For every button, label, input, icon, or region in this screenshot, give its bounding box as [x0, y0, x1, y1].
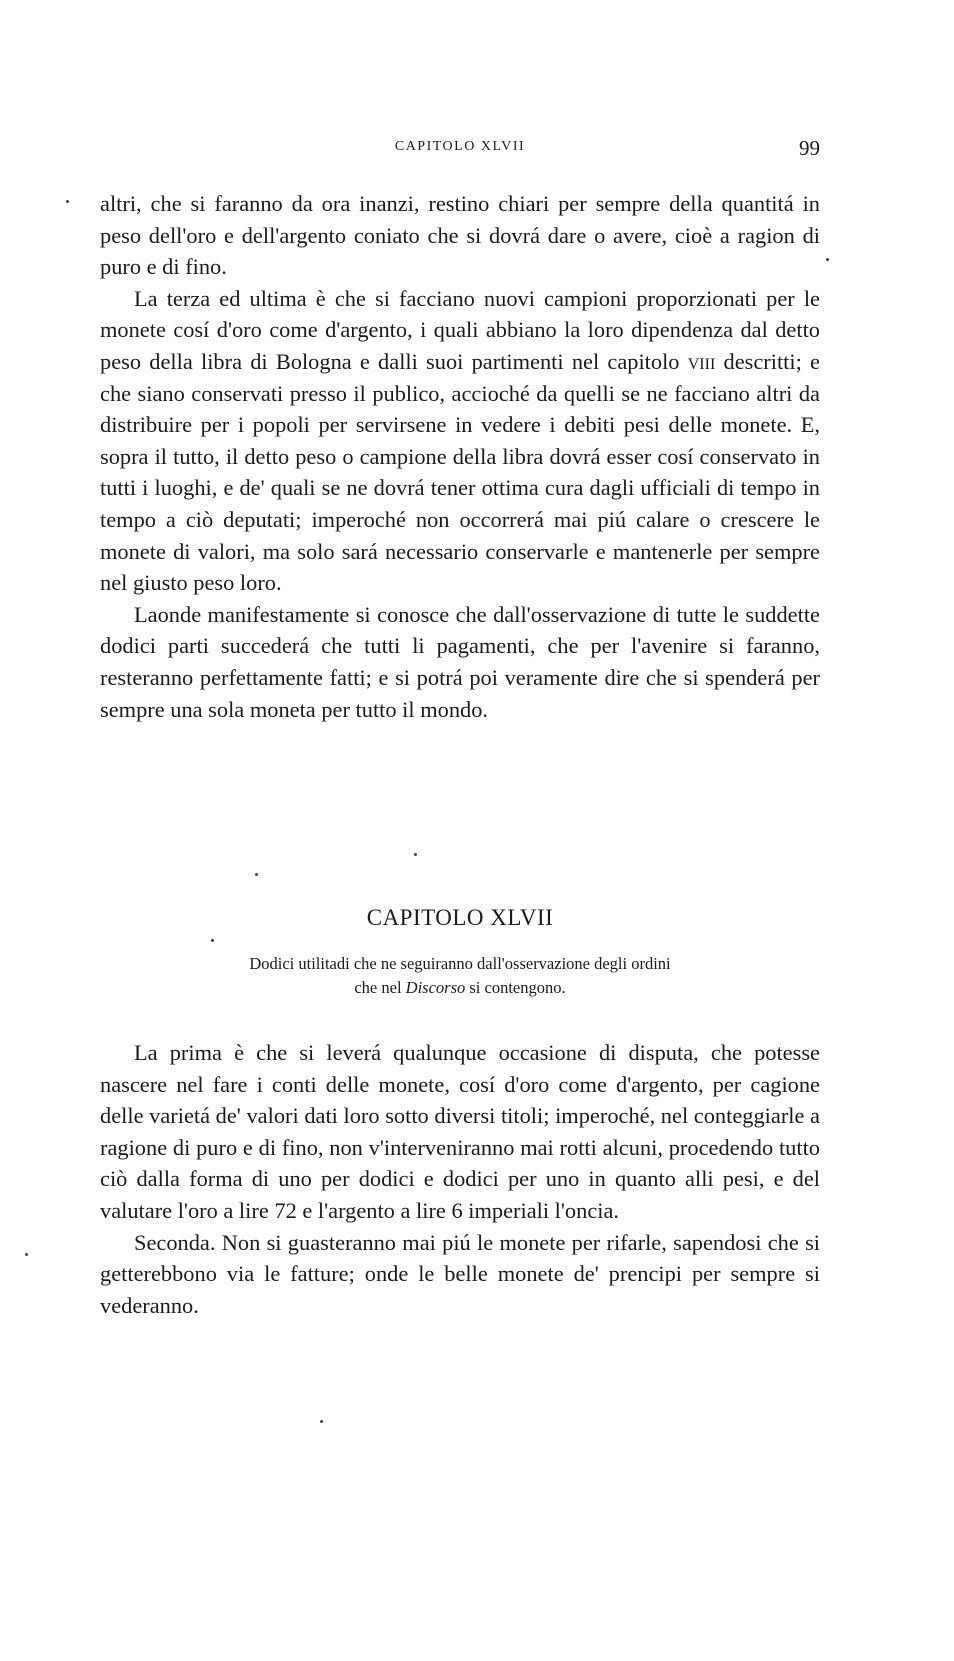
print-speck: [320, 1420, 323, 1423]
paragraph: Laonde manifestamente si conosce che dall'osservazione di tutte le suddette dodici parti succederá che tutti li pagamenti, che per l'avenire si faranno, resteranno perfettamente fatti; e si potrá poi veramente dire che si spenderá per sempre una sola moneta per tutto il mondo.: [100, 601, 820, 722]
paragraph: altri, che si faranno da ora inanzi, restino chiari per sempre della quantitá in peso dell'oro e dell'argento coniato che si dovrá dare o avere, cioè a ragion di puro e di fino.: [100, 191, 820, 280]
summary-line: [120, 976, 800, 1000]
summary-text: si contengono.: [469, 978, 566, 997]
running-head: [100, 136, 820, 166]
paragraph-text: descritti; e che siano conservati presso il publico, accioché da quelli se ne facciano altri da distribuire per i popoli per servirsene in vedere i debiti pesi delle monete. E, sopra il tutto, il detto peso o campione della libra dovrá esser cosí conservato in tutti i luoghi, e de' quali se ne dovrá tener ottima cura dagli ufficiali di tempo in tempo a ciò deputati; imperoché non occorrerá mai piú calare o crescere le monete di valori, ma solo sará necessario conservarle e mantenerle per sempre nel giusto peso loro.: [100, 348, 820, 596]
page-number: 99: [799, 136, 820, 160]
running-title: CAPITOLO XLVII: [394, 139, 526, 154]
paragraph-text: La terza ed ultima è che si facciano nuovi campioni proporzionati per le monete cosí d'oro come d'argento, i quali abbiano la loro dipendenza dal detto peso della libra di Bologna e dalli suoi partimenti nel capitolo: [100, 285, 820, 374]
print-speck: [414, 853, 417, 856]
chapter-title: CAPITOLO XLVII: [366, 905, 554, 930]
print-speck: [826, 258, 829, 261]
print-speck: [255, 873, 258, 876]
chapter-body: [100, 1037, 820, 1321]
summary-text: che nel: [354, 978, 402, 997]
chapter-summary: [120, 952, 800, 1000]
summary-line: Dodici utilitadi che ne seguiranno dall'osservazione degli ordini: [249, 954, 671, 973]
paragraph: La prima è che si leverá qualunque occasione di disputa, che potesse nascere nel fare i conti delle monete, cosí d'oro come d'argento, per cagione delle varietá de' valori dati loro sotto diversi titoli; imperoché, nel conteggiarle a ragione di puro e di fino, non v'interveniranno mai rotti alcuni, procedendo tutto ciò dalla forma di uno per dodici e dodici per uno in quanto alli pesi, e del valutare l'oro a lire 72 e l'argento a lire 6 imperiali l'oncia.: [100, 1040, 820, 1223]
chapter-reference: viii: [687, 348, 716, 374]
continuation-text: [100, 188, 820, 725]
summary-italic-title: Discorso: [405, 978, 466, 997]
paragraph: [100, 283, 820, 599]
paragraph: Seconda. Non si guasteranno mai piú le monete per rifarle, sapendosi che si getterebbono via le fatture; onde le belle monete de' prencipi per sempre si vederanno.: [100, 1229, 820, 1318]
print-speck: [25, 1253, 28, 1256]
print-speck: [211, 939, 214, 942]
print-speck: [66, 200, 69, 203]
